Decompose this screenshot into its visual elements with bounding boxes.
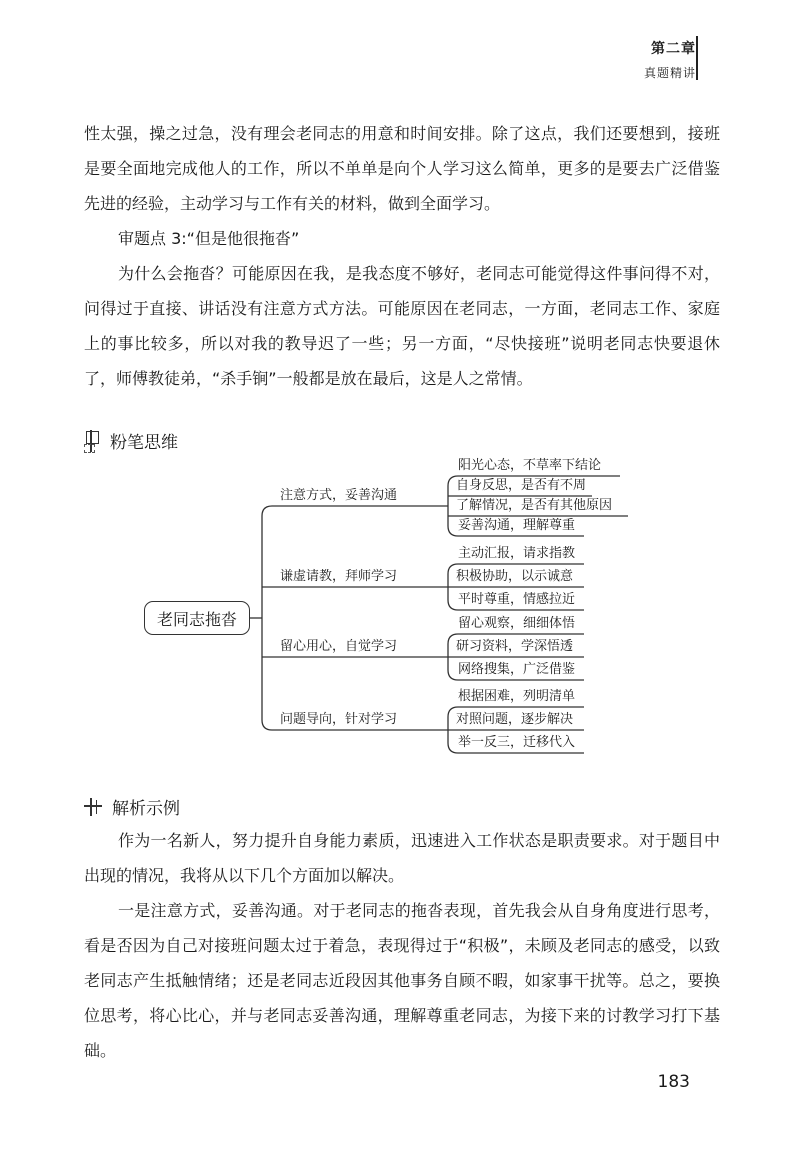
leaf-label: 积极协助，以示诚意 [456, 569, 574, 584]
connector-trunk [262, 506, 272, 730]
paragraph: 作为一名新人，努力提升自身能力素质，迅速进入工作状态是职责要求。对于题目中出现的情况，我将从以下几个方面加以解决。 [84, 831, 720, 885]
section-label: 真题精讲 [643, 66, 696, 80]
paragraph: 一是注意方式，妥善沟通。对于老同志的拖沓表现，首先我会从自身角度进行思考，看是否因为自己对接班问题太过于着急，表现得过于“积极”，未顾及老同志的感受，以致老同志产生抵触情绪；还是老同志近段因其他事务自顾不暇，如家事干扰等。总之，要换位思考，将心比心，并与老同志妥善沟通，理解尊重老同志，为接下来的讨教学习打下基础。 [84, 901, 720, 1060]
leaf-label: 阳光心态，不草率下结论 [458, 458, 602, 473]
leaf-label: 对照问题，逐步解决 [456, 712, 574, 727]
leaf-label: 了解情况，是否有其他原因 [456, 498, 613, 513]
leaf-label: 主动汇报，请求指教 [458, 546, 576, 561]
audit-point-heading: 审题点 3:“但是他很拖沓” [118, 229, 300, 248]
page-number: 183 [657, 1072, 690, 1092]
branch-label: 留心用心，自觉学习 [280, 639, 398, 654]
body-bottom [84, 823, 720, 1068]
section-title: 解析示例 [112, 799, 180, 819]
mind-map-root [144, 601, 250, 635]
leaf-label: 自身反思，是否有不周 [456, 478, 587, 493]
leaf-label: 留心观察，细细体悟 [458, 616, 576, 631]
branch-label: 谦虚请教，拜师学习 [280, 569, 398, 584]
leaf-label: 研习资料，学深悟透 [456, 639, 574, 654]
leaf-label: 举一反三，迁移代入 [458, 735, 576, 750]
leaf-label: 网络搜集，广泛借鉴 [458, 662, 576, 677]
chapter-label: 第二章 [651, 41, 696, 57]
root-label: 老同志拖沓 [156, 609, 237, 629]
leaf-label: 平时尊重，情感拉近 [458, 592, 576, 607]
branch-label: 问题导向，针对学习 [280, 712, 398, 727]
paragraph: 为什么会拖沓？可能原因在我，是我态度不够好，老同志可能觉得这件事问得不对，问得过于直接、讲话没有注意方式方法。可能原因在老同志，一方面，老同志工作、家庭上的事比较多，所以对我的教导迟了一些；另一方面，“尽快接班”说明老同志快要退休了，师傅教徒弟，“杀手锏”一般都是放在最后，这是人之常情。 [84, 264, 720, 388]
branch-label: 注意方式，妥善沟通 [280, 488, 398, 503]
section-heading-analysis [84, 794, 180, 819]
leaf-label: 妥善沟通，理解尊重 [458, 518, 576, 533]
leaf-label: 根据困难，列明清单 [458, 689, 576, 704]
paragraph: 性太强，操之过急，没有理会老同志的用意和时间安排。除了这点，我们还要想到，接班是要全面地完成他人的工作，所以不单单是向个人学习这么简单，更多的是要去广泛借鉴先进的经验，主动学习与工作有关的材料，做到全面学习。 [84, 124, 720, 213]
section-title: 粉笔思维 [110, 433, 178, 453]
section-marker-icon [84, 798, 102, 816]
